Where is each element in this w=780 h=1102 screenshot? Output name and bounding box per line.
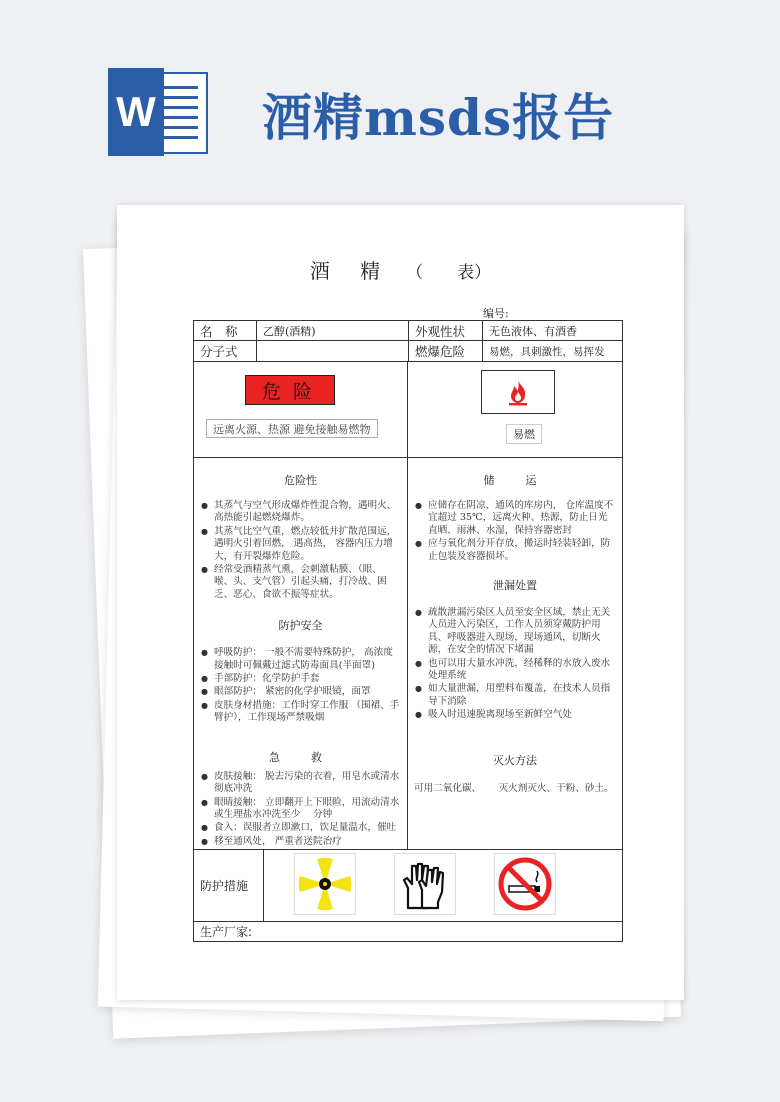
list-item: ● 呼吸防护： 一般不需要特殊防护， 高浓度接触时可佩戴过滤式防毒面具(半面罩) <box>200 647 401 672</box>
right-column <box>408 458 622 849</box>
fire-section-title: 灭火方法 <box>493 753 537 767</box>
doc-title-main: 酒 精 <box>309 259 393 283</box>
protection-section-title: 防护安全 <box>278 619 323 633</box>
hazard-section-title: 危险性 <box>284 474 317 487</box>
list-item: ● 移至通风处， 严重者送院治疗 <box>200 836 401 848</box>
doc-title-paren: （ 表） <box>406 263 492 283</box>
no-smoking-icon <box>494 853 556 915</box>
flammable-cell <box>408 362 622 457</box>
flammable-symbol <box>481 370 555 414</box>
document-page <box>117 205 684 1000</box>
list-item: ● 疏散泄漏污染区人员至安全区域，禁止无关人员进入污染区，工作人员须穿戴防护用具、呼吸器进入现场，现场通风，切断火源，在安全的情况下堵漏 <box>414 607 616 657</box>
storage-list <box>408 500 622 563</box>
list-item: ● 皮肤接触： 脱去污染的衣着，用皂水或清水彻底冲洗 <box>200 771 401 796</box>
list-item: ● 应储存在阴凉、通风的库房内， 仓库温度不宜超过 35℃，远离火种、热源，防止日光直晒、雨淋、水湿，保持容器密封 <box>414 500 616 537</box>
hazard-value: 易燃，具刺激性，易挥发 <box>489 345 605 358</box>
list-item: ● 吸入时迅速脱离现场至新鲜空气处 <box>414 709 616 721</box>
list-item: ● 眼部防护： 紧密的化学护眼镜，面罩 <box>200 686 401 698</box>
list-item: ● 经常受酒精蒸气熏，会刺激粘膜、（眼、喉、头、支气管）引起头痛，打冷战、困乏、恶心、食欲不振等症状。 <box>200 564 401 601</box>
list-item: ● 食入：误服者立即漱口，饮足量温水，催吐 <box>200 822 401 834</box>
list-item: ● 眼睛接触： 立即翻开上下眼睑，用流动清水或生理盐水冲洗至少 分钟 <box>200 797 401 822</box>
appearance-value: 无色液体、有酒香 <box>489 324 577 338</box>
word-logo-letter: W <box>108 68 164 156</box>
serial-label: 编号: <box>483 307 509 320</box>
protection-icons <box>264 850 622 921</box>
danger-cell <box>194 362 408 457</box>
list-item: ● 其蒸气比空气重，燃点较低并扩散范围远，遇明火引着回燃， 遇高热， 容器内压力增大，有开裂爆炸危险。 <box>200 526 401 563</box>
row-content <box>193 458 623 850</box>
storage-section-title: 储 运 <box>483 474 547 487</box>
warning-text: 远离火源、热源 避免接触易燃物 <box>206 419 378 438</box>
flammable-label: 易燃 <box>506 424 542 444</box>
row-formula <box>193 341 623 362</box>
manufacturer-label: 生产厂家: <box>200 925 253 939</box>
left-column <box>194 458 408 849</box>
header <box>0 0 780 200</box>
page-title: 酒精msds报告 <box>262 88 615 147</box>
list-item: ● 如大量泄漏，用塑料布覆盖，在技术人员指导下消除 <box>414 683 616 708</box>
row-protection <box>193 850 623 922</box>
fire-method-text: 可用二氧化碳、 灭火剂灭火、干粉、砂土。 <box>414 782 614 794</box>
hazard-label: 燃爆危险 <box>409 341 483 361</box>
list-item: ● 手部防护：化学防护手套 <box>200 673 401 685</box>
row-manufacturer <box>193 922 623 942</box>
list-item: ● 皮肤身材措施：工作时穿工作服 （围裙、手臂护），工作现场严禁吸烟 <box>200 700 401 725</box>
list-item: ● 也可以用大量水冲洗，经稀释的水放入废水处理系统 <box>414 658 616 683</box>
word-logo-icon <box>108 68 212 156</box>
flame-icon <box>501 375 535 409</box>
danger-badge: 危险 <box>245 375 335 405</box>
doc-title <box>117 255 684 284</box>
formula-label: 分子式 <box>194 341 257 361</box>
appearance-label: 外观性状 <box>409 321 483 340</box>
list-item: ● 应与氧化剂分开存放，搬运时轻装轻卸，防止包装及容器损坏。 <box>414 538 616 563</box>
protective-gloves-icon <box>394 853 456 915</box>
firstaid-section-title: 急 救 <box>269 750 332 764</box>
leak-section-title: 泄漏处置 <box>493 579 537 593</box>
ventilation-fan-icon <box>294 853 356 915</box>
row-name <box>193 320 623 341</box>
hazard-list <box>194 500 407 601</box>
leak-list <box>408 607 622 722</box>
name-label: 名 称 <box>194 321 257 340</box>
name-value: 乙醇(酒精) <box>257 321 409 340</box>
firstaid-list <box>194 771 407 848</box>
list-item: ● 其蒸气与空气形成爆炸性混合物，遇明火、高热能引起燃烧爆炸。 <box>200 500 401 525</box>
protection-label: 防护措施 <box>194 850 264 921</box>
row-danger <box>193 362 623 458</box>
formula-value <box>257 341 409 361</box>
msds-table <box>193 320 623 942</box>
protection-list <box>194 647 407 724</box>
